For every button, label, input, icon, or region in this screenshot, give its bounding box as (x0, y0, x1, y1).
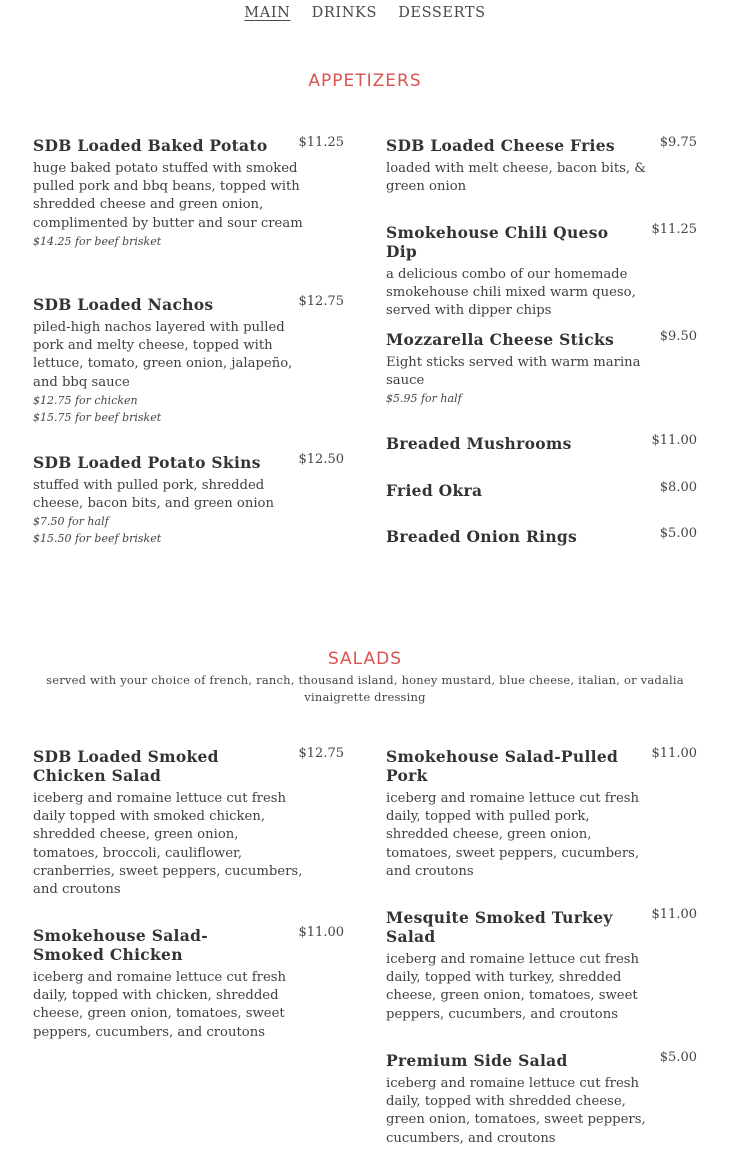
menu-tabs (0, 5, 730, 21)
item-description: Eight sticks served with warm marina sauce (386, 355, 641, 389)
item-description: iceberg and romaine lettuce cut fresh daily, topped with pulled pork, shredded cheese, green onion, tomatoes, sweet peppers, cucumbers, and croutons (386, 791, 640, 879)
salads-dressing-note: served with your choice of french, ranch, thousand island, honey mustard, blue cheese, italian, or vadalia vinaigrette dressing (46, 673, 684, 704)
item-name: Smokehouse Chili Queso Dip (386, 223, 609, 261)
item-note: $15.75 for beef brisket (33, 410, 162, 424)
item-name: Mesquite Smoked Turkey Salad (386, 908, 613, 946)
menu-item-loaded-potato-skins (33, 453, 344, 547)
tab-desserts[interactable]: DESSERTS (398, 5, 486, 21)
item-price: $12.50 (298, 452, 344, 467)
menu-item-smokehouse-salad-chicken (33, 926, 344, 1042)
item-price: $12.75 (298, 294, 344, 309)
item-description: stuffed with pulled pork, shredded cheese, bacon bits, and green onion (33, 478, 274, 512)
item-name: Smokehouse Salad-Smoked Chicken (33, 926, 208, 964)
item-price: $11.00 (651, 746, 697, 761)
menu-item-onion-rings (386, 527, 697, 546)
item-description: iceberg and romaine lettuce cut fresh daily, topped with turkey, shredded cheese, green onion, tomatoes, sweet peppers, cucumbers, and croutons (386, 952, 640, 1022)
item-description: a delicious combo of our homemade smokehouse chili mixed warm queso, served with dipper chips (386, 267, 636, 319)
item-name: Mozzarella Cheese Sticks (386, 330, 615, 349)
item-price: $8.00 (659, 480, 697, 495)
item-description: huge baked potato stuffed with smoked pulled pork and bbq beans, topped with shredded cheese and green onion, complimented by butter and sour cream (33, 161, 303, 231)
item-description: iceberg and romaine lettuce cut fresh daily, topped with chicken, shredded cheese, green onion, tomatoes, sweet peppers, cucumbers, and croutons (33, 970, 287, 1040)
item-name: Breaded Onion Rings (386, 527, 578, 546)
menu-item-loaded-smoked-chicken-salad (33, 747, 344, 899)
item-note: $14.25 for beef brisket (33, 234, 162, 248)
item-price: $11.00 (651, 907, 697, 922)
menu-item-turkey-salad (386, 908, 697, 1024)
item-price: $11.00 (651, 433, 697, 448)
item-price: $5.00 (659, 526, 697, 541)
item-name: SDB Loaded Smoked Chicken Salad (33, 747, 219, 785)
item-price: $9.75 (659, 135, 697, 150)
menu-item-premium-side-salad (386, 1051, 697, 1148)
tab-main[interactable]: MAIN (244, 5, 291, 21)
item-price: $9.50 (659, 329, 697, 344)
menu-item-loaded-cheese-fries (386, 136, 697, 196)
item-description: iceberg and romaine lettuce cut fresh daily, topped with shredded cheese, green onion, tomatoes, sweet peppers, cucumbers, and croutons (386, 1076, 646, 1146)
menu-item-breaded-mushrooms (386, 434, 697, 453)
menu-item-fried-okra (386, 481, 697, 500)
menu-item-loaded-baked-potato (33, 136, 344, 250)
item-name: Smokehouse Salad-Pulled Pork (386, 747, 619, 785)
menu-item-mozzarella-sticks (386, 330, 697, 407)
item-price: $5.00 (659, 1050, 697, 1065)
menu-item-loaded-nachos (33, 295, 344, 426)
item-note: $7.50 for half (33, 515, 109, 529)
item-price: $11.25 (651, 222, 697, 237)
item-note: $12.75 for chicken (33, 393, 138, 407)
item-description: piled-high nachos layered with pulled pork and melty cheese, topped with lettuce, tomato, green onion, jalapeño, and bbq sauce (33, 320, 293, 390)
item-note: $15.50 for beef brisket (33, 532, 162, 546)
menu-item-smokehouse-salad-pork (386, 747, 697, 881)
item-price: $12.75 (298, 746, 344, 761)
item-description: loaded with melt cheese, bacon bits, & green onion (386, 161, 647, 195)
item-name: SDB Loaded Potato Skins (33, 453, 261, 472)
item-price: $11.25 (298, 135, 344, 150)
item-note: $5.95 for half (386, 392, 462, 406)
item-name: SDB Loaded Nachos (33, 295, 214, 314)
salads-heading: SALADS (327, 649, 403, 669)
menu-item-chili-queso-dip (386, 223, 697, 321)
item-description: iceberg and romaine lettuce cut fresh daily topped with smoked chicken, shredded cheese, green onion, tomatoes, broccoli, cauliflower, cranberries, sweet peppers, cucumbers, and croutons (33, 791, 303, 898)
item-price: $11.00 (298, 925, 344, 940)
appetizers-heading: APPETIZERS (308, 71, 422, 91)
tab-drinks[interactable]: DRINKS (311, 5, 377, 21)
item-name: Fried Okra (386, 481, 483, 500)
item-name: SDB Loaded Baked Potato (33, 136, 268, 155)
item-name: Premium Side Salad (386, 1051, 568, 1070)
item-name: SDB Loaded Cheese Fries (386, 136, 615, 155)
item-name: Breaded Mushrooms (386, 434, 572, 453)
